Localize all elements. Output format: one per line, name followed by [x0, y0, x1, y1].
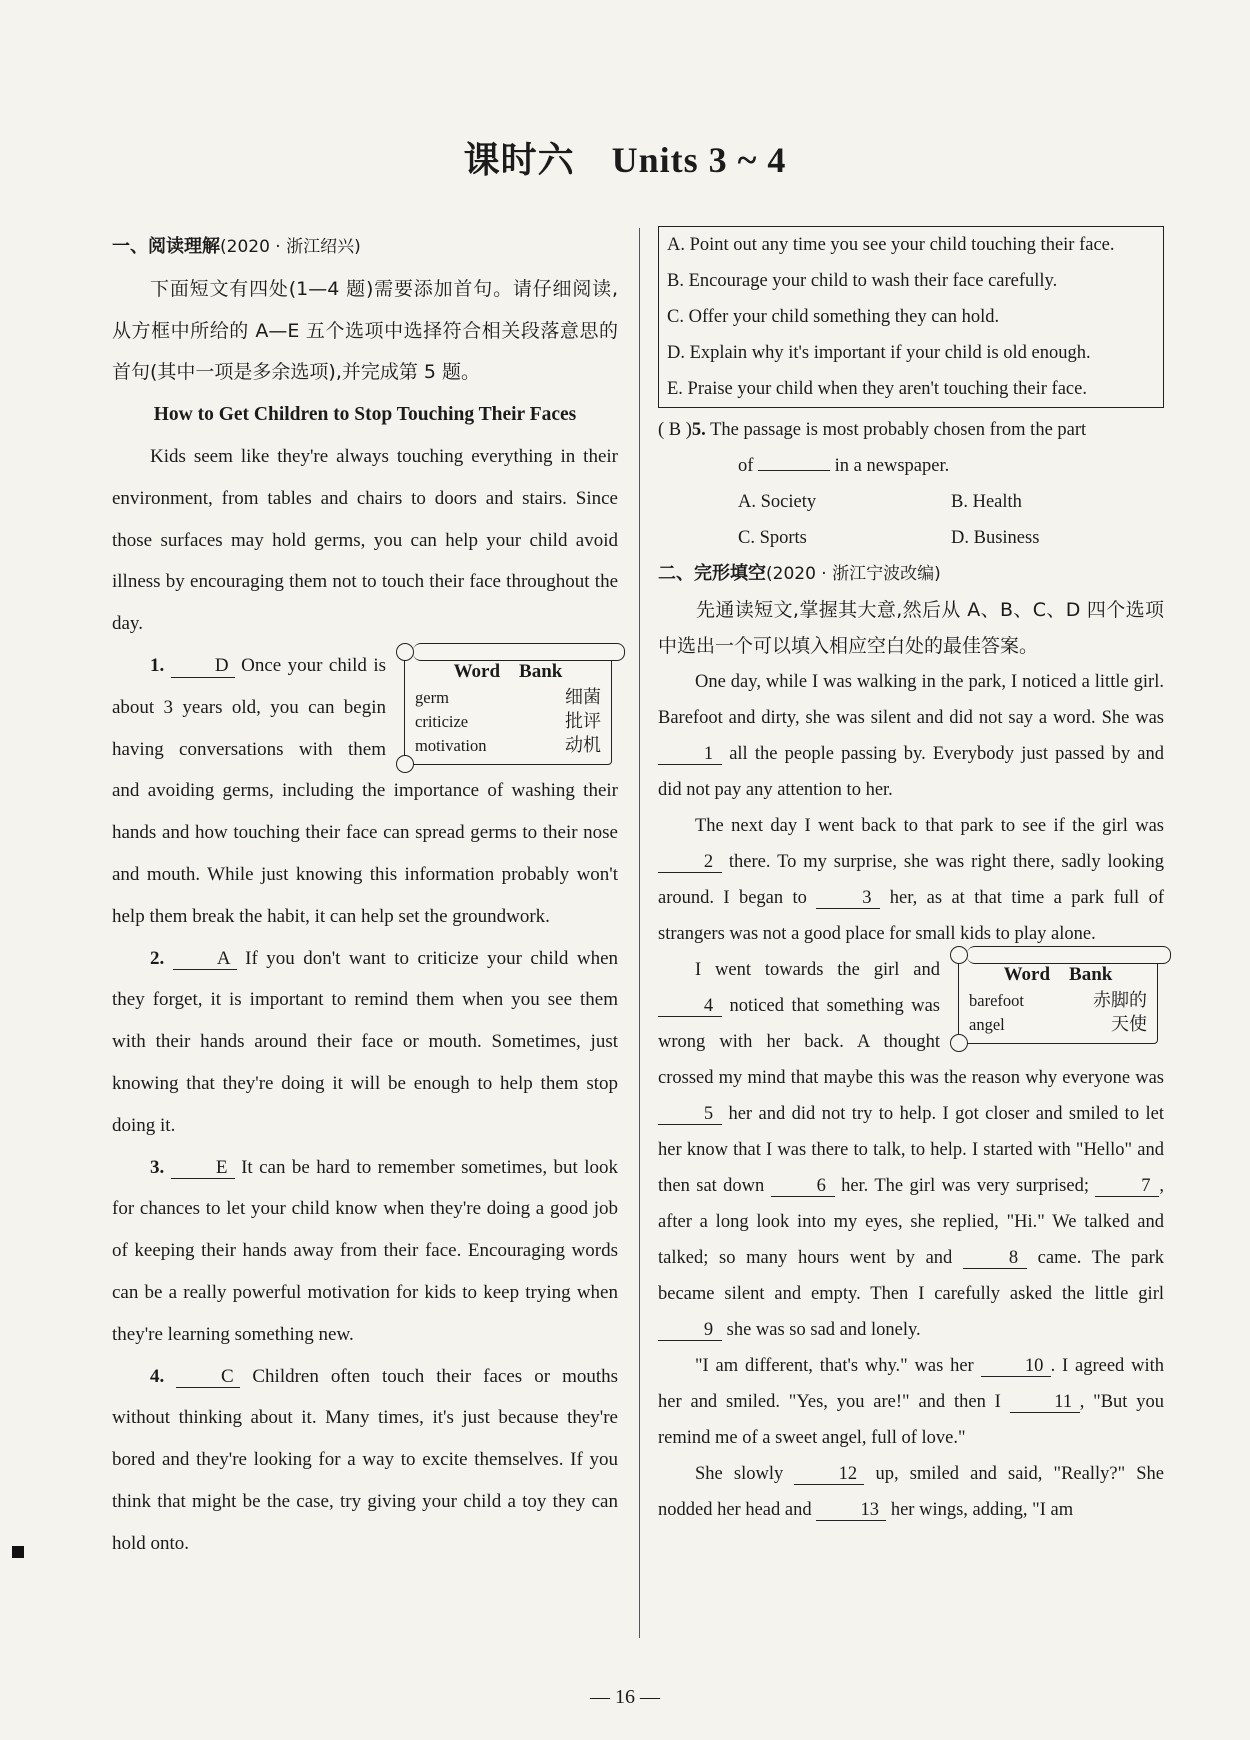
option-item: D. Explain why it's important if your child is old enough.	[667, 343, 1091, 363]
section-2-instructions: 先通读短文,掌握其大意,然后从 A、B、C、D 四个选项中选出一个可以填入相应空白处的最佳答案。	[658, 599, 1164, 657]
question-5-choices-row	[658, 520, 1164, 556]
word-bank-entry: germ 细菌	[415, 686, 601, 708]
choice-c[interactable]: C. Sports	[738, 528, 807, 548]
cloze-paragraph-5: She slowly 12 up, smiled and said, "Really?" She nodded her head and 13 her wings, adding, "I am	[658, 1464, 1165, 1520]
cloze-blank[interactable]: 9	[658, 1320, 722, 1341]
word-bank-title: Word Bank	[453, 660, 563, 682]
question-5-choices-row	[658, 484, 1164, 520]
options-box	[658, 226, 1164, 408]
cloze-blank[interactable]: 13	[816, 1500, 886, 1521]
page-number: — 16 —	[590, 1686, 660, 1708]
cloze-blank[interactable]: 5	[658, 1104, 722, 1125]
cloze-paragraph-1: One day, while I was walking in the park, I noticed a little girl. Barefoot and dirty, she was silent and did not say a word. She was 1 all the people passing by. Everybody just passed by and did not pay any attention to her.	[658, 672, 1165, 800]
option-item: B. Encourage your child to wash their face carefully.	[667, 271, 1058, 291]
cloze-blank[interactable]: 1	[658, 744, 722, 765]
cloze-blank[interactable]: 3	[816, 888, 880, 909]
left-column	[112, 226, 618, 1565]
section-2-heading: 二、完形填空(2020 · 浙江宁波改编)	[658, 563, 941, 584]
word-bank-entry: barefoot 赤脚的	[969, 990, 1147, 1011]
scroll-decoration	[967, 946, 1171, 964]
question-5-stem: ( B )5. The passage is most probably chosen from the part	[658, 420, 1087, 440]
word-bank-entry: angel 天使	[969, 1014, 1147, 1035]
scroll-curl-icon	[396, 643, 414, 661]
right-column	[658, 226, 1164, 1528]
scroll-curl-icon	[950, 946, 968, 964]
section-1-instructions: 下面短文有四处(1—4 题)需要添加首句。请仔细阅读,从方框中所给的 A—E 五个选项中选择符合相关段落意思的首句(其中一项是多余选项),并完成第 5 题。	[112, 277, 618, 384]
section-1-heading: 一、阅读理解(2020 · 浙江绍兴)	[112, 236, 361, 257]
cloze-paragraph-4: "I am different, that's why." was her 10 . I agreed with her and smiled. "Yes, you are!" and then I 11 , "But you remind me of a sweet angel, full of love."	[658, 1356, 1165, 1448]
paragraph-3: 3. E It can be hard to remember sometimes, but look for chances to let your child know when they're doing a good job of keeping their hands away from their face. Encouraging words can be a really powerful motivation for kids to keep trying when they're learning something new.	[112, 1156, 618, 1345]
question-5-stem-cont: of in a newspaper.	[738, 456, 950, 476]
option-item: A. Point out any time you see your child touching their face.	[667, 235, 1115, 255]
paragraph-1: 1. D Once your child is about 3 years old, you can begin having conversations with them and avoiding germs, including the importance of washing their hands and how touching their face can spread germs to their nose and mouth. While just knowing this information probably won't help them break the habit, it can help set the groundwork.	[112, 654, 618, 927]
scroll-curl-icon	[950, 1034, 968, 1052]
scroll-curl-icon	[396, 755, 414, 773]
answer-blank[interactable]: E	[171, 1158, 235, 1180]
passage-title: How to Get Children to Stop Touching Their Faces	[153, 404, 577, 426]
cloze-blank[interactable]: 7	[1095, 1176, 1159, 1197]
option-item: C. Offer your child something they can hold.	[667, 307, 1000, 327]
word-bank-2	[958, 954, 1158, 1044]
page-title: 课时六 Units 3 ~ 4	[463, 140, 787, 180]
margin-mark	[12, 1546, 24, 1558]
answer-blank[interactable]: A	[173, 949, 237, 971]
cloze-blank[interactable]: 2	[658, 852, 722, 873]
option-item: E. Praise your child when they aren't touching their face.	[667, 379, 1087, 399]
passage-intro: Kids seem like they're always touching everything in their environment, from tables and chairs to doors and stairs. Since those surfaces may hold germs, you can help your child avoid illness by encouraging them not to touch their face throughout the day.	[112, 445, 618, 635]
cloze-blank[interactable]: 11	[1010, 1392, 1080, 1413]
choice-b[interactable]: B. Health	[951, 492, 1022, 512]
cloze-blank[interactable]: 10	[981, 1356, 1051, 1377]
word-bank-1	[404, 651, 612, 765]
word-bank-entry: motivation 动机	[415, 734, 601, 756]
scroll-decoration	[413, 643, 625, 661]
answer-blank[interactable]	[758, 470, 830, 471]
word-bank-entry: criticize 批评	[415, 710, 601, 732]
question-5-answer[interactable]: ( B )	[658, 420, 692, 440]
cloze-blank[interactable]: 12	[794, 1464, 864, 1485]
paragraph-2: 2. A If you don't want to criticize your child when they forget, it is important to remind them when you see them with their hands around their face or mouth. Sometimes, just knowing that they're doing it will be enough to help them stop doing it.	[112, 947, 618, 1136]
cloze-blank[interactable]: 4	[658, 996, 722, 1017]
cloze-paragraph-2: The next day I went back to that park to see if the girl was 2 there. To my surprise, she was right there, sadly looking around. I began to 3 her, as at that time a park full of strangers was not a good place for small kids to play alone.	[658, 816, 1165, 944]
choice-a[interactable]: A. Society	[738, 492, 817, 512]
paragraph-4: 4. C Children often touch their faces or mouths without thinking about it. Many times, it's just because they're bored and they're looking for a way to excite themselves. If you think that might be the case, try giving your child a toy they can hold onto.	[112, 1365, 619, 1554]
cloze-blank[interactable]: 8	[963, 1248, 1027, 1269]
choice-d[interactable]: D. Business	[951, 528, 1040, 548]
column-divider	[639, 228, 640, 1638]
answer-blank[interactable]: D	[171, 656, 235, 678]
cloze-blank[interactable]: 6	[771, 1176, 835, 1197]
cloze-paragraph-3: I went towards the girl and 4 noticed that something was wrong with her back. A thought crossed my mind that maybe this was the reason why everyone was 5 her and did not try to help. I got closer and smiled to let her know that I was there to talk, to help. I started with "Hello" and then sat down 6 her. The girl was very surprised; 7 , after a long look into my eyes, she replied, "Hi." We talked and talked; so many hours went by and 8 came. The park became silent and empty. Then I carefully asked the little girl 9 she was so sad and lonely.	[658, 960, 1164, 1340]
answer-blank[interactable]: C	[176, 1367, 240, 1389]
word-bank-title: Word Bank	[1003, 964, 1113, 985]
